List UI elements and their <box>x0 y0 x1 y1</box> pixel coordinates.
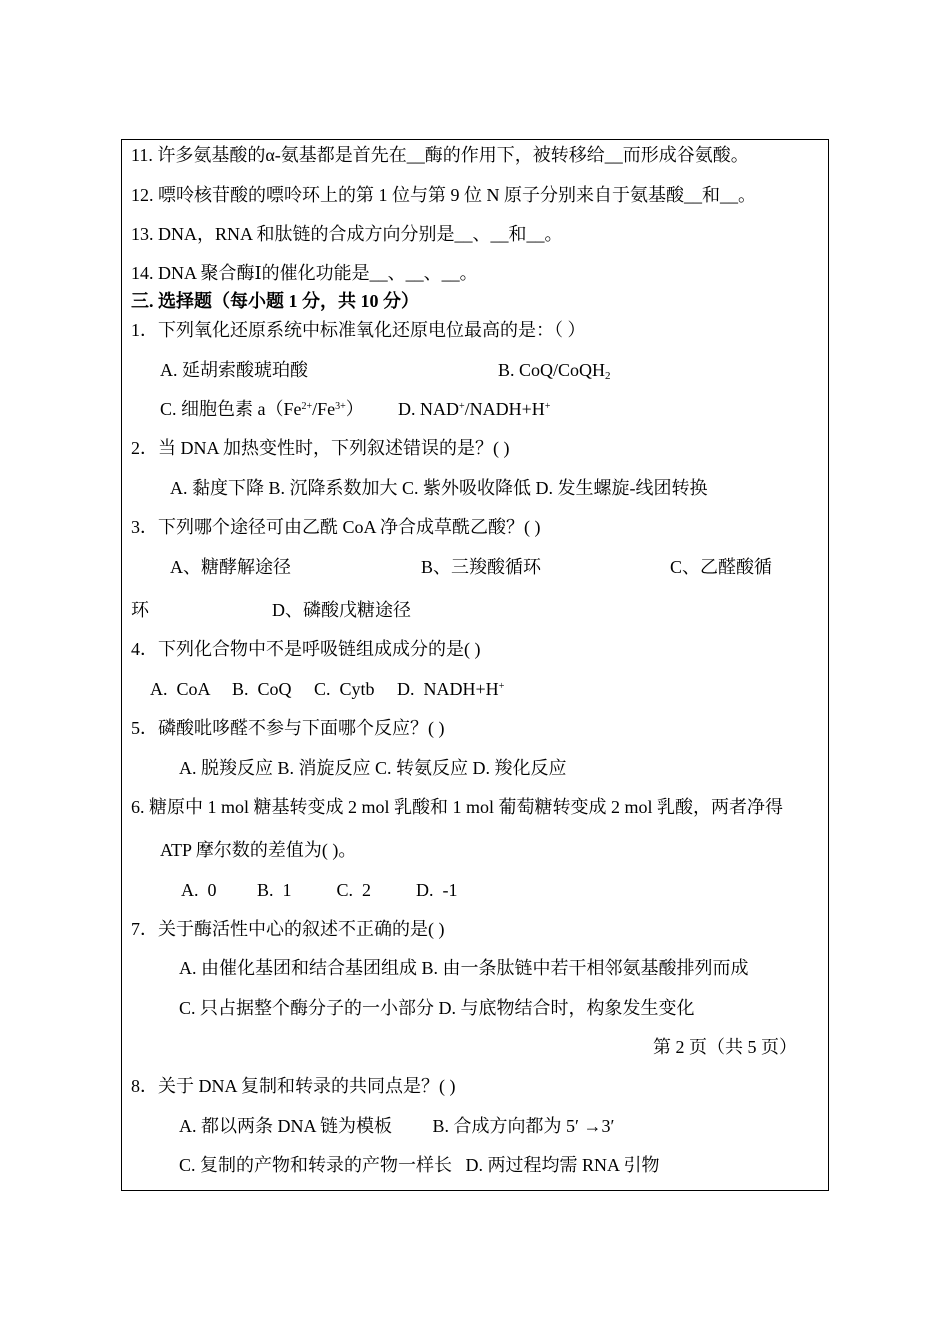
page-number: 第 2 页（共 5 页） <box>653 1037 797 1057</box>
question-8-options-ab: A. 都以两条 DNA 链为模板 B. 合成方向都为 5′ →3′ <box>179 1116 615 1136</box>
section-3-title: 三. 选择题（每小题 1 分，共 10 分） <box>131 291 419 311</box>
question-6-options: A. 0 B. 1 C. 2 D. -1 <box>181 880 458 900</box>
question-4-stem: 4．下列化合物中不是呼吸链组成成分的是( ) <box>131 639 481 659</box>
question-1-option-d: D. NAD+/NADH+H+ <box>398 399 551 419</box>
question-5-stem: 5．磷酸吡哆醛不参与下面哪个反应？( ) <box>131 718 445 738</box>
question-3-option-a: A、糖酵解途径 <box>170 557 291 577</box>
question-1-option-a: A. 延胡索酸琥珀酸 <box>160 360 308 380</box>
question-3-stem: 3．下列哪个途径可由乙酰 CoA 净合成草酰乙酸？( ) <box>131 517 541 537</box>
question-1-option-c: C. 细胞色素 $a(Fe^{2+}/Fe^{3+})$ <box>160 399 364 419</box>
question-5-options: A. 脱羧反应 B. 消旋反应 C. 转氨反应 D. 羧化反应 <box>179 758 567 778</box>
question-13: 13. DNA，RNA 和肽链的合成方向分别是__、__和__。 <box>131 224 563 244</box>
question-7-stem: 7．关于酶活性中心的叙述不正确的是( ) <box>131 919 445 939</box>
question-14: 14. DNA 聚合酶Ⅰ的催化功能是__、__、__。 <box>131 263 478 283</box>
question-3-option-c-cont: 环 <box>131 600 149 620</box>
question-6-stem: 6. 糖原中 1 mol 糖基转变成 2 mol 乳酸和 1 mol 葡萄糖转变成 2 mol 乳酸，两者净得 <box>131 797 784 817</box>
question-1-option-b: B. CoQ/CoQH$_2$ <box>498 360 611 382</box>
question-3-option-b: B、三羧酸循环 <box>421 557 542 577</box>
question-6-stem-cont: ATP 摩尔数的差值为( )。 <box>160 840 357 860</box>
question-1-stem: 1．下列氧化还原系统中标准氧化还原电位最高的是：（ ） <box>131 320 586 340</box>
question-8-options-cd: C. 复制的产物和转录的产物一样长 D. 两过程均需 RNA 引物 <box>179 1155 660 1175</box>
question-7-options-ab: A. 由催化基团和结合基团组成 B. 由一条肽链中若干相邻氨基酸排列而成 <box>179 958 749 978</box>
question-8-stem: 8．关于 DNA 复制和转录的共同点是？( ) <box>131 1076 456 1096</box>
question-4-options: A. CoA B. CoQ C. Cytb D. NADH+H+ <box>150 679 505 699</box>
question-3-option-d: D、磷酸戊糖途径 <box>272 600 411 620</box>
question-11: 11. 许多氨基酸的α-氨基都是首先在__酶的作用下，被转移给__而形成谷氨酸。 <box>131 145 749 165</box>
question-3-option-c: C、乙醛酸循 <box>670 557 773 577</box>
question-7-options-cd: C. 只占据整个酶分子的一小部分 D. 与底物结合时，构象发生变化 <box>179 998 695 1018</box>
question-12: 12. 嘌呤核苷酸的嘌呤环上的第 1 位与第 9 位 N 原子分别来自于氨基酸__和__。 <box>131 185 756 205</box>
question-2-stem: 2．当 DNA 加热变性时，下列叙述错误的是？( ) <box>131 438 510 458</box>
question-2-options: A. 黏度下降 B. 沉降系数加大 C. 紫外吸收降低 D. 发生螺旋-线团转换 <box>170 478 708 498</box>
